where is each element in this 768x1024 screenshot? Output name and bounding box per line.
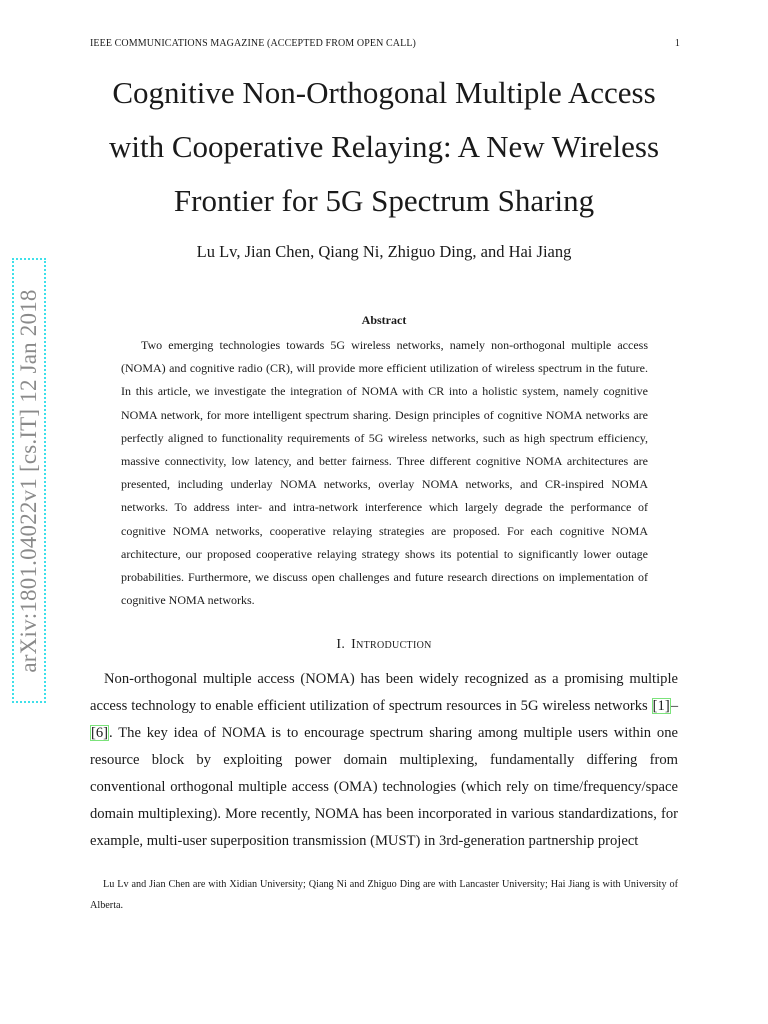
section-title: Introduction bbox=[351, 637, 432, 652]
arxiv-identifier-stamp[interactable] bbox=[12, 258, 46, 703]
running-head bbox=[90, 38, 680, 49]
paper-title: Cognitive Non-Orthogonal Multiple Access with Cooperative Relaying: A New Wireless Frontier for 5G Spectrum Sharing bbox=[108, 75, 660, 218]
abstract-heading: Abstract bbox=[361, 313, 407, 327]
arxiv-identifier-text: arXiv:1801.04022v1 [cs.IT] 12 Jan 2018 bbox=[16, 288, 41, 673]
intro-text-start: Non-orthogonal multiple access (NOMA) has been widely recognized as a promising multiple access technology to enable efficient utilization of spectrum resources in 5G wireless networks bbox=[90, 671, 678, 714]
introduction-paragraph bbox=[90, 666, 678, 855]
intro-text-continued: . The key idea of NOMA is to encourage spectrum sharing among multiple users within one resource block by exploiting power domain multiplexing, fundamentally differing from conventional orthogonal multiple access (OMA) technologies (which rely on time/frequency/space domain multiplexing). More recently, NOMA has been incorporated in various standardizations, for example, multi-user superposition transmission (MUST) in 3rd-generation partnership project bbox=[90, 725, 678, 849]
citation-link-1[interactable]: [1] bbox=[652, 698, 670, 714]
section-number: I. bbox=[336, 637, 346, 652]
journal-name: IEEE COMMUNICATIONS MAGAZINE (ACCEPTED FROM OPEN CALL) bbox=[90, 38, 416, 49]
page-number: 1 bbox=[674, 38, 680, 49]
abstract-text: Two emerging technologies towards 5G wireless networks, namely non-orthogonal multiple access (NOMA) and cognitive radio (CR), will provide more efficient utilization of wireless spectrum in the future. In this article, we investigate the integration of NOMA with CR into a holistic system, namely cognitive NOMA network, for more intelligent spectrum sharing. Design principles of cognitive NOMA networks are perfectly aligned to functionality requirements of 5G wireless networks, such as high spectrum efficiency, massive connectivity, low latency, and better fairness. Three different cognitive NOMA architectures are presented, including underlay NOMA networks, overlay NOMA networks, and CR-inspired NOMA networks. To address inter- and intra-network interference which largely degrade the performance of cognitive NOMA networks, cooperative relaying strategies are proposed. For each cognitive NOMA architecture, our proposed cooperative relaying strategy shows its potential to significantly lower outage probabilities. Furthermore, we discuss open challenges and future research directions on implementation of cognitive NOMA networks. bbox=[121, 338, 648, 608]
section-heading-introduction bbox=[90, 637, 678, 653]
author-list: Lu Lv, Jian Chen, Qiang Ni, Zhiguo Ding, and Hai Jiang bbox=[196, 242, 572, 261]
affiliation-footnote: Lu Lv and Jian Chen are with Xidian University; Qiang Ni and Zhiguo Ding are with Lancaster University; Hai Jiang is with University of Alberta. bbox=[90, 879, 678, 911]
citation-link-6[interactable]: [6] bbox=[91, 725, 109, 741]
citation-range-dash: – bbox=[670, 698, 678, 714]
